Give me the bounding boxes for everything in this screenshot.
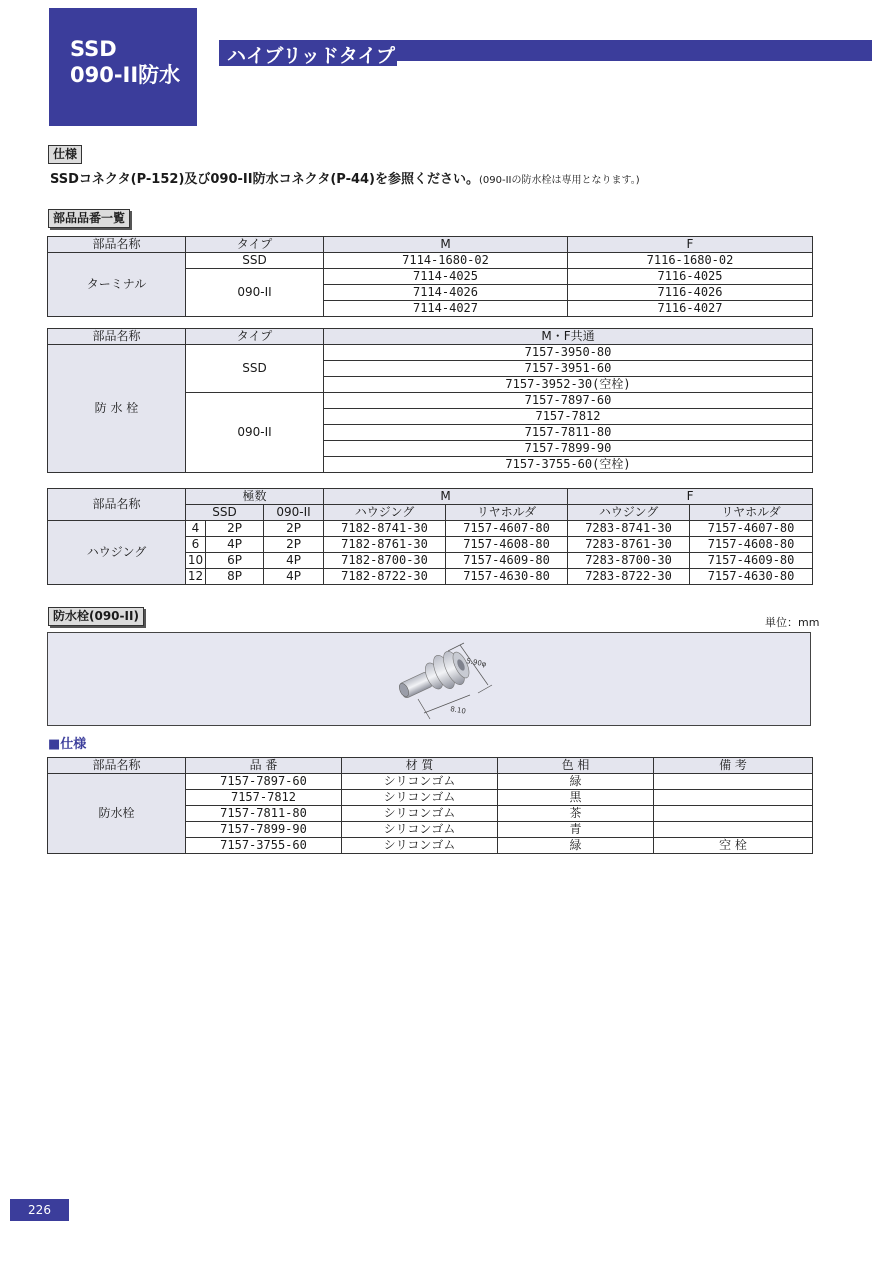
hybrid-type-banner (219, 40, 872, 66)
cell-color: 緑 (498, 774, 654, 790)
cell-f-housing: 7283-8722-30 (568, 569, 690, 585)
cell-part-no: 7157-3951-60 (324, 361, 813, 377)
cell-f: 7116-1680-02 (568, 253, 813, 269)
terminal-table (47, 236, 813, 317)
col-m: M (324, 489, 568, 505)
cell-m: 7114-1680-02 (324, 253, 568, 269)
spec-text (50, 168, 640, 187)
cell-note (654, 806, 813, 822)
cell-type: SSD (186, 253, 324, 269)
cell-m-housing: 7182-8700-30 (324, 553, 446, 569)
col-type: タイプ (186, 329, 324, 345)
housing-table (47, 488, 813, 585)
col-m: M (324, 237, 568, 253)
col-part-name: 部品名称 (48, 329, 186, 345)
col-090: 090-II (264, 505, 324, 521)
cell-090: 2P (264, 521, 324, 537)
dimension-length-label: 8.10 (449, 705, 467, 716)
col-note: 備 考 (654, 758, 813, 774)
cell-part-no: 7157-7811-80 (186, 806, 342, 822)
cell-ssd: 6P (206, 553, 264, 569)
cell-material: シリコンゴム (342, 838, 498, 854)
col-poles: 極数 (186, 489, 324, 505)
cell-n: 12 (186, 569, 206, 585)
series-title-line2: 090-II防水 (70, 63, 181, 87)
cell-color: 黒 (498, 790, 654, 806)
table-row (48, 345, 813, 361)
cell-note: 空 栓 (654, 838, 813, 854)
cell-f-housing: 7283-8741-30 (568, 521, 690, 537)
housing-table-header (48, 489, 813, 505)
cell-m-housing: 7182-8761-30 (324, 537, 446, 553)
cell-090: 4P (264, 553, 324, 569)
cell-m-retainer: 7157-4609-80 (446, 553, 568, 569)
plug-spec-table (47, 757, 813, 854)
cell-color: 緑 (498, 838, 654, 854)
cell-n: 6 (186, 537, 206, 553)
cell-type-090: 090-II (186, 393, 324, 473)
cell-part-no: 7157-3755-60 (186, 838, 342, 854)
col-part-name: 部品名称 (48, 237, 186, 253)
table-row (48, 253, 813, 269)
dimension-diameter-label: 5.90φ (465, 657, 487, 669)
cell-part-no: 7157-7899-90 (186, 822, 342, 838)
cell-material: シリコンゴム (342, 774, 498, 790)
terminal-part-name: ターミナル (48, 253, 186, 317)
cell-n: 4 (186, 521, 206, 537)
terminal-table-header (48, 237, 813, 253)
col-color: 色 相 (498, 758, 654, 774)
cell-material: シリコンゴム (342, 822, 498, 838)
col-m-retainer: リヤホルダ (446, 505, 568, 521)
cell-f: 7116-4026 (568, 285, 813, 301)
cell-m-retainer: 7157-4607-80 (446, 521, 568, 537)
cell-note (654, 790, 813, 806)
cell-m: 7114-4026 (324, 285, 568, 301)
plug-spec-part-name: 防水栓 (48, 774, 186, 854)
plug-table (47, 328, 813, 473)
series-title-line1: SSD (70, 37, 117, 61)
spec-text-note: (090-IIの防水栓は専用となります。) (479, 175, 640, 186)
plug-drawing (48, 633, 810, 725)
cell-ssd: 8P (206, 569, 264, 585)
cell-part-no: 7157-7812 (324, 409, 813, 425)
cell-part-no: 7157-7899-90 (324, 441, 813, 457)
cell-n: 10 (186, 553, 206, 569)
cell-f-housing: 7283-8700-30 (568, 553, 690, 569)
plug-drawing-panel (47, 632, 811, 726)
housing-part-name: ハウジング (48, 521, 186, 585)
cell-f-retainer: 7157-4607-80 (690, 521, 813, 537)
col-type: タイプ (186, 237, 324, 253)
col-part-name: 部品名称 (48, 758, 186, 774)
col-part-name: 部品名称 (48, 489, 186, 521)
col-f-housing: ハウジング (568, 505, 690, 521)
cell-m: 7114-4027 (324, 301, 568, 317)
unit-label: 単位：mm (765, 616, 820, 629)
col-part-no: 品 番 (186, 758, 342, 774)
banner-divider (397, 61, 872, 66)
cell-f-retainer: 7157-4609-80 (690, 553, 813, 569)
cell-m-housing: 7182-8722-30 (324, 569, 446, 585)
cell-part-no: 7157-7897-60 (324, 393, 813, 409)
cell-f: 7116-4027 (568, 301, 813, 317)
banner-title: ハイブリッドタイプ (227, 45, 395, 67)
plug-section-label: 防水栓(090-II) (48, 607, 144, 626)
cell-m-retainer: 7157-4608-80 (446, 537, 568, 553)
col-f-retainer: リヤホルダ (690, 505, 813, 521)
plug-spec-label: ■仕様 (48, 737, 87, 752)
col-material: 材 質 (342, 758, 498, 774)
cell-note (654, 774, 813, 790)
cell-material: シリコンゴム (342, 790, 498, 806)
cell-color: 青 (498, 822, 654, 838)
cell-f-housing: 7283-8761-30 (568, 537, 690, 553)
cell-f-retainer: 7157-4608-80 (690, 537, 813, 553)
plug-spec-table-header (48, 758, 813, 774)
col-common: M・F共通 (324, 329, 813, 345)
plug-table-header (48, 329, 813, 345)
spec-section-label: 仕様 (48, 145, 82, 164)
table-row (48, 774, 813, 790)
parts-list-section-label: 部品品番一覧 (48, 209, 130, 228)
series-title-box (49, 8, 197, 126)
cell-part-no: 7157-7897-60 (186, 774, 342, 790)
cell-part-no: 7157-7812 (186, 790, 342, 806)
col-f: F (568, 489, 813, 505)
cell-type-ssd: SSD (186, 345, 324, 393)
cell-note (654, 822, 813, 838)
cell-090: 4P (264, 569, 324, 585)
cell-part-no: 7157-3952-30(空栓) (324, 377, 813, 393)
col-f: F (568, 237, 813, 253)
cell-color: 茶 (498, 806, 654, 822)
cell-ssd: 2P (206, 521, 264, 537)
plug-illustration (397, 648, 472, 699)
cell-m: 7114-4025 (324, 269, 568, 285)
spec-text-main: SSDコネクタ(P-152)及び090-II防水コネクタ(P-44)を参照ください。 (50, 172, 480, 187)
cell-m-housing: 7182-8741-30 (324, 521, 446, 537)
page-number: 226 (10, 1199, 69, 1221)
cell-part-no: 7157-7811-80 (324, 425, 813, 441)
cell-type: 090-II (186, 269, 324, 317)
cell-090: 2P (264, 537, 324, 553)
cell-f: 7116-4025 (568, 269, 813, 285)
cell-material: シリコンゴム (342, 806, 498, 822)
table-row (48, 521, 813, 537)
col-m-housing: ハウジング (324, 505, 446, 521)
cell-ssd: 4P (206, 537, 264, 553)
cell-part-no: 7157-3755-60(空栓) (324, 457, 813, 473)
plug-part-name: 防 水 栓 (48, 345, 186, 473)
cell-f-retainer: 7157-4630-80 (690, 569, 813, 585)
cell-part-no: 7157-3950-80 (324, 345, 813, 361)
cell-m-retainer: 7157-4630-80 (446, 569, 568, 585)
col-ssd: SSD (186, 505, 264, 521)
